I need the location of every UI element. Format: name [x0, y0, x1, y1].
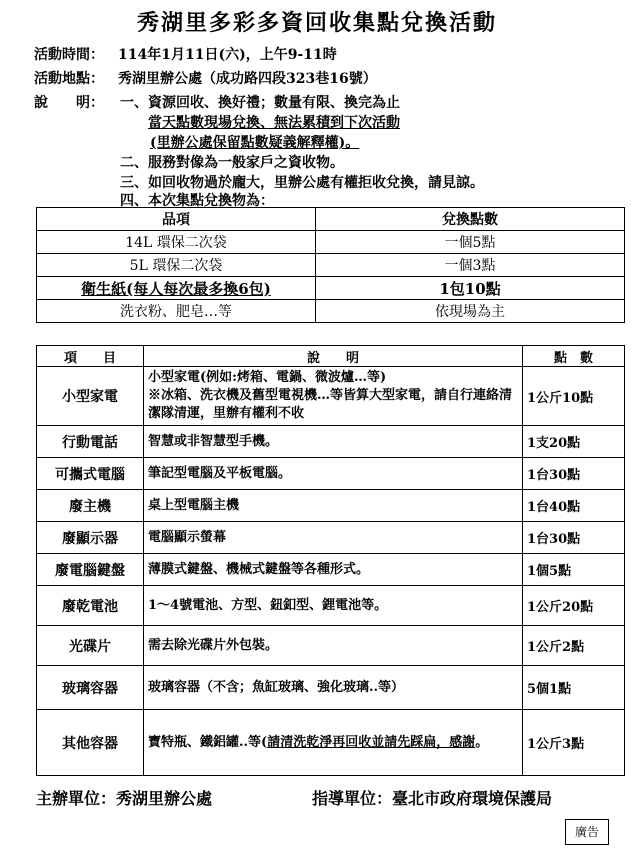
recycle-item-points: 5個1點	[523, 666, 625, 710]
exchange-header-points: 兌換點數	[316, 208, 625, 231]
recycle-item-points: 1公斤3點	[523, 710, 625, 776]
exchange-item: 洗衣粉、肥皂…等	[37, 300, 316, 323]
recycle-table	[36, 345, 625, 776]
event-time-label: 活動時間：	[34, 47, 104, 63]
description-item-4: 四、本次集點兌換物為：	[120, 193, 274, 209]
recycle-item-name: 廢主機	[37, 490, 144, 522]
recycle-item-name: 小型家電	[37, 367, 144, 426]
recycle-item-desc: 電腦顯示螢幕	[144, 522, 523, 554]
table-row	[37, 490, 625, 522]
recycle-item-desc: 筆記型電腦及平板電腦。	[144, 458, 523, 490]
description-item-2: 二、服務對像為一般家戶之資收物。	[120, 155, 344, 171]
table-row	[37, 666, 625, 710]
recycle-item-name: 廢乾電池	[37, 586, 144, 626]
recycle-item-points: 1公斤10點	[523, 367, 625, 426]
table-row	[37, 458, 625, 490]
description-item-1-line2: 當天點數現場兌換、無法累積到下次活動	[148, 115, 400, 131]
description-item-1-number: 一、	[120, 95, 148, 111]
exchange-header-item: 品項	[37, 208, 316, 231]
table-row	[37, 277, 625, 300]
recycle-item-points: 1台40點	[523, 490, 625, 522]
recycle-item-desc-underline: 請清洗乾淨再回收並請先踩扁，感謝	[267, 734, 476, 750]
recycle-item-name: 可攜式電腦	[37, 458, 144, 490]
table-row	[37, 426, 625, 458]
recycle-item-name: 廢電腦鍵盤	[37, 554, 144, 586]
recycle-item-desc: 桌上型電腦主機	[144, 490, 523, 522]
recycle-item-name: 光碟片	[37, 626, 144, 666]
recycle-item-name: 行動電話	[37, 426, 144, 458]
exchange-item: 5L 環保二次袋	[37, 254, 316, 277]
recycle-item-desc: 需去除光碟片外包裝。	[144, 626, 523, 666]
event-time-value: 114年1月11日(六)，上午9-11時	[118, 47, 337, 63]
exchange-item: 衛生紙(每人每次最多換6包)	[37, 277, 316, 300]
page-title: 秀湖里多彩多資回收集點兌換活動	[136, 10, 497, 36]
recycle-item-points: 1支20點	[523, 426, 625, 458]
description-item-3: 三、如回收物過於龐大，里辦公處有權拒收兌換，請見諒。	[120, 175, 484, 191]
description-item-1-line1: 資源回收、換好禮；數量有限、換完為止	[148, 95, 400, 111]
exchange-table	[36, 207, 625, 323]
recycle-item-desc-plain: 寶特瓶、鐵鋁罐..等(	[148, 734, 268, 750]
event-time	[34, 44, 337, 64]
recycle-item-points: 1公斤20點	[523, 586, 625, 626]
description-item-1-line3: (里辦公處保留點數疑義解釋權)。	[150, 135, 360, 151]
description-item-1	[120, 92, 400, 112]
recycle-item-desc: 薄膜式鍵盤、機械式鍵盤等各種形式。	[144, 554, 523, 586]
table-row	[37, 710, 625, 776]
event-place-value: 秀湖里辦公處（成功路四段323巷16號）	[118, 71, 377, 87]
exchange-item: 14L 環保二次袋	[37, 231, 316, 254]
description-label: 說 明：	[34, 95, 104, 111]
table-row	[37, 231, 625, 254]
exchange-points: 1包10點	[316, 277, 625, 300]
footer-organizer: 主辦單位：秀湖里辦公處	[36, 789, 213, 808]
table-row	[37, 554, 625, 586]
recycle-item-points: 1台30點	[523, 458, 625, 490]
footer-supervisor: 指導單位：臺北市政府環境保護局	[312, 789, 553, 808]
exchange-header-row	[37, 208, 625, 231]
recycle-item-points: 1公斤2點	[523, 626, 625, 666]
recycle-header-row	[37, 346, 625, 367]
table-row	[37, 586, 625, 626]
recycle-item-desc: 小型家電(例如:烤箱、電鍋、微波爐…等) ※冰箱、洗衣機及舊型電視機…等皆算大型家電，請自行連絡清潔隊清運，里辦有權利不收	[144, 367, 523, 426]
event-place	[34, 68, 377, 88]
recycle-header-item: 項 目	[37, 346, 144, 367]
table-row	[37, 522, 625, 554]
recycle-item-desc: 1～4號電池、方型、鈕釦型、鋰電池等。	[144, 586, 523, 626]
recycle-item-name: 其他容器	[37, 710, 144, 776]
event-place-label: 活動地點：	[34, 71, 104, 87]
recycle-header-points: 點 數	[523, 346, 625, 367]
recycle-item-desc-end: 。	[475, 734, 489, 750]
table-row	[37, 367, 625, 426]
recycle-header-desc: 說 明	[144, 346, 523, 367]
table-row	[37, 626, 625, 666]
exchange-points: 一個3點	[316, 254, 625, 277]
table-row	[37, 300, 625, 323]
ad-button[interactable]: 廣告	[565, 819, 609, 845]
recycle-item-desc: 智慧或非智慧型手機。	[144, 426, 523, 458]
recycle-item-points: 1個5點	[523, 554, 625, 586]
recycle-item-points: 1台30點	[523, 522, 625, 554]
exchange-points: 依現場為主	[316, 300, 625, 323]
recycle-item-desc: 玻璃容器（不含；魚缸玻璃、強化玻璃..等）	[144, 666, 523, 710]
recycle-item-name: 玻璃容器	[37, 666, 144, 710]
exchange-points: 一個5點	[316, 231, 625, 254]
recycle-item-desc	[144, 710, 523, 776]
table-row	[37, 254, 625, 277]
recycle-item-name: 廢顯示器	[37, 522, 144, 554]
